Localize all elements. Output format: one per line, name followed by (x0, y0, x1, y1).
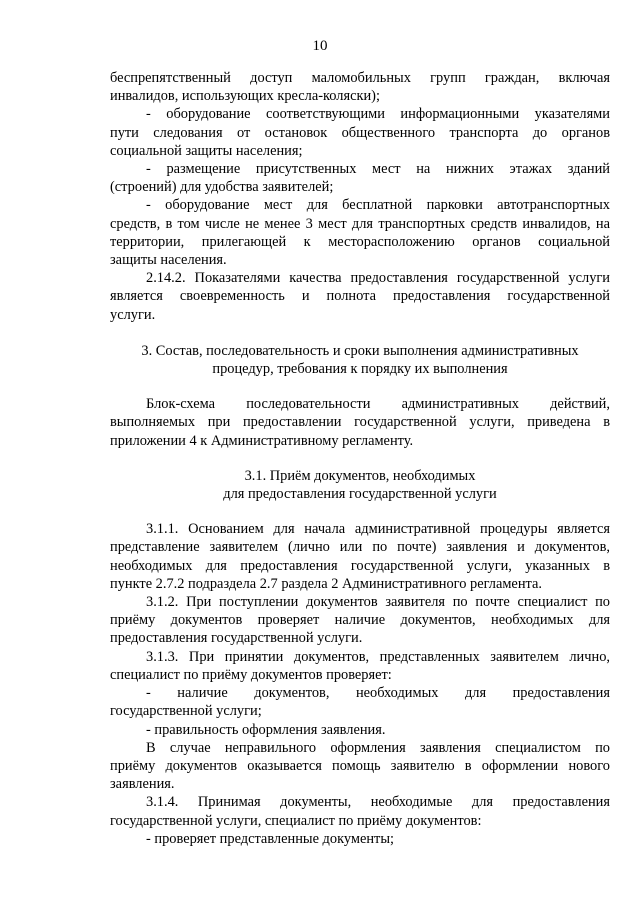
paragraph-accessibility-continued (110, 69, 610, 105)
paragraph-info-signs (110, 105, 610, 160)
text-line: - размещение присутственных мест на нижних этажах зданий (146, 161, 610, 178)
text-line: - проверяет представленные документы; (146, 830, 395, 847)
list-item-documents-presence (110, 684, 610, 720)
paragraph-3-1-3 (110, 648, 610, 684)
text-line: заявления. (110, 776, 175, 793)
heading-line: процедур, требования к порядку их выполнения (212, 361, 508, 378)
paragraph-block-scheme (110, 395, 610, 450)
text-line: предоставления государственной услуги. (110, 630, 363, 647)
paragraph-incorrect-application (110, 739, 610, 794)
text-line: Блок-схема последовательности административных действий, (146, 396, 610, 413)
text-line: территории, прилегающей к месторасположению органов социальной (110, 233, 610, 250)
text-line: 2.14.2. Показателями качества предоставления государственной услуги (146, 270, 610, 287)
text-line: необходимых для предоставления государственной услуги, указанных в (110, 557, 610, 574)
text-line: представление заявителем (лично или по почте) заявления и документов, (110, 539, 610, 556)
paragraph-3-1-4 (110, 793, 610, 829)
text-line: выполняемых при предоставлении государственной услуги, приведена в (110, 414, 610, 431)
text-line: инвалидов, использующих кресла-коляски); (110, 88, 380, 105)
text-line: 3.1.2. При поступлении документов заявителя по почте специалист по (146, 594, 610, 611)
section-3-heading (110, 342, 610, 378)
paragraph-lower-floors (110, 160, 610, 196)
text-line: - оборудование соответствующими информационными указателями (146, 106, 610, 123)
text-line: государственной услуги; (110, 703, 262, 720)
paragraph-3-1-2 (110, 593, 610, 648)
text-line: - оборудование мест для бесплатной парковки автотранспортных (146, 197, 610, 214)
text-line: В случае неправильного оформления заявления специалистом по (146, 739, 610, 756)
section-3-1-heading (110, 467, 610, 503)
text-line: приложении 4 к Административному регламенту. (110, 432, 414, 449)
text-line: средств, в том числе не менее 3 мест для транспортных средств инвалидов, на (110, 215, 610, 232)
page-number: 10 (312, 38, 328, 54)
text-line: пути следования от остановок общественного транспорта до органов (110, 124, 610, 141)
paragraph-3-1-1 (110, 520, 610, 593)
text-line: социальной защиты населения; (110, 142, 303, 159)
text-line: приёму документов проверяет наличие документов, необходимых для (110, 612, 610, 629)
text-line: специалист по приёму документов проверяет: (110, 666, 392, 683)
text-line: пункте 2.7.2 подраздела 2.7 раздела 2 Административного регламента. (110, 575, 542, 592)
text-line: 3.1.4. Принимая документы, необходимые для предоставления (146, 794, 610, 811)
list-item-application-correctness (110, 721, 610, 739)
text-line: беспрепятственный доступ маломобильных групп граждан, включая (110, 70, 610, 86)
text-line: защиты населения. (110, 252, 227, 269)
text-line: 3.1.1. Основанием для начала административной процедуры является (146, 521, 610, 538)
text-line: - наличие документов, необходимых для предоставления (146, 685, 610, 702)
text-line: услуги. (110, 306, 156, 323)
text-line: является своевременность и полнота предоставления государственной (110, 288, 610, 305)
text-line: 3.1.3. При принятии документов, представленных заявителем лично, (146, 648, 610, 665)
text-line: - правильность оформления заявления. (146, 721, 386, 738)
list-item-check-documents (110, 830, 610, 848)
paragraph-2-14-2 (110, 269, 610, 324)
text-line: государственной услуги, специалист по приёму документов: (110, 812, 482, 829)
document-body (110, 69, 610, 848)
heading-line: 3.1. Приём документов, необходимых (244, 467, 476, 484)
heading-line: 3. Состав, последовательность и сроки выполнения административных (141, 342, 579, 359)
paragraph-parking (110, 196, 610, 269)
heading-line: для предоставления государственной услуги (223, 486, 497, 503)
text-line: приёму документов оказывается помощь заявителю в оформлении нового (110, 757, 610, 774)
text-line: (строений) для удобства заявителей; (110, 179, 334, 196)
